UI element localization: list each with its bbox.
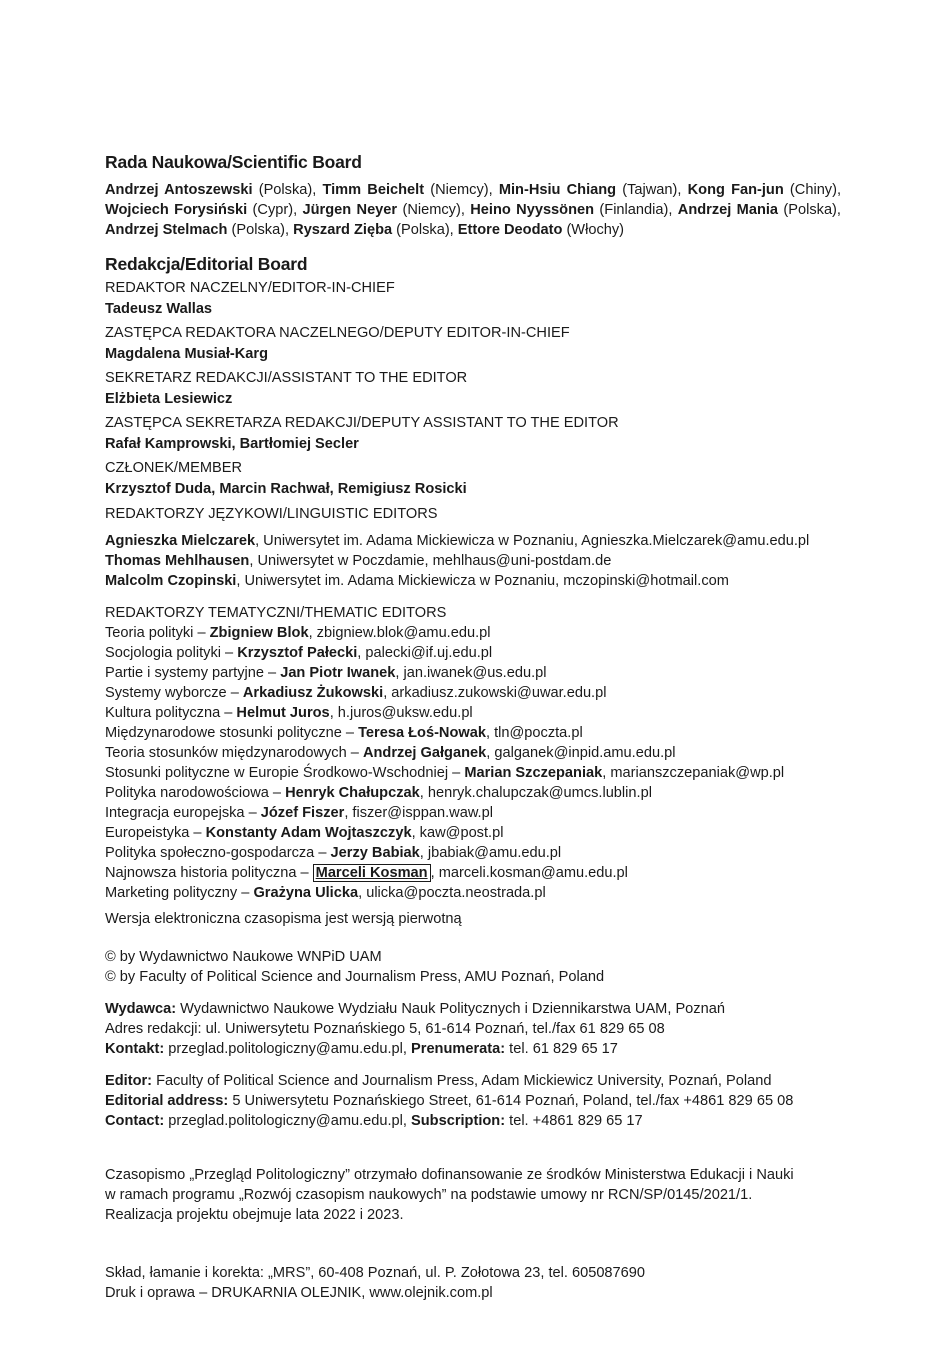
thematic-editor [105, 763, 841, 783]
editor-topic: Systemy wyborcze – [105, 685, 243, 701]
thematic-editor [105, 743, 841, 763]
publisher-value: Wydawnictwo Naukowe Wydziału Nauk Politycznych i Dziennikarstwa UAM, Poznań [176, 1001, 725, 1017]
editor-name: Helmut Juros [236, 705, 330, 721]
thematic-editor [105, 683, 841, 703]
editor-email: , jan.iwanek@us.edu.pl [395, 665, 547, 681]
board-member-name: Timm Beichelt [322, 182, 425, 198]
editor-name: Zbigniew Blok [209, 625, 309, 641]
linguistic-editor [105, 551, 841, 571]
copyright-line: © by Wydawnictwo Naukowe WNPiD UAM [105, 949, 382, 965]
scientific-board-title: Rada Naukowa/Scientific Board [105, 152, 362, 172]
editor-email: , palecki@if.uj.edu.pl [357, 645, 493, 661]
board-member-country: (Niemcy), [397, 202, 471, 218]
print-line: Skład, łamanie i korekta: „MRS”, 60-408 Poznań, ul. P. Zołotowa 23, tel. 605087690 [105, 1265, 646, 1281]
role-label: REDAKTOR NACZELNY/EDITOR-IN-CHIEF [105, 280, 395, 296]
board-member-name: Min-Hsiu Chiang [498, 182, 617, 198]
editor-name: Grażyna Ulicka [253, 885, 359, 901]
editor-topic: Teoria polityki – [105, 625, 210, 641]
editor-email: , kaw@post.pl [411, 825, 504, 841]
funding-line: Realizacja projektu obejmuje lata 2022 i 2023. [105, 1207, 404, 1223]
editor-topic: Międzynarodowe stosunki polityczne – [105, 725, 359, 741]
editor-topic: Partie i systemy partyjne – [105, 665, 281, 681]
role-label: ZASTĘPCA SEKRETARZA REDAKCJI/DEPUTY ASSISTANT TO THE EDITOR [105, 415, 619, 431]
editor-email: , h.juros@uksw.edu.pl [329, 705, 473, 721]
editor-name: Arkadiusz Żukowski [242, 685, 384, 701]
role-label: ZASTĘPCA REDAKTORA NACZELNEGO/DEPUTY EDITOR-IN-CHIEF [105, 325, 570, 341]
board-member-name: Andrzej Stelmach [105, 222, 228, 238]
editor-email: , galganek@inpid.amu.edu.pl [486, 745, 676, 761]
publisher-pl [105, 999, 841, 1019]
editor-topic: Marketing polityczny – [105, 885, 254, 901]
editor-email: , fiszer@isppan.waw.pl [344, 805, 493, 821]
editor-affiliation: , Uniwersytet im. Adama Mickiewicza w Poznaniu, mczopinski@hotmail.com [236, 573, 729, 589]
contact-label: Contact: [105, 1113, 165, 1129]
editor-name: Konstanty Adam Wojtaszczyk [205, 825, 412, 841]
role-label: CZŁONEK/MEMBER [105, 460, 243, 476]
scientific-board-members [105, 180, 841, 240]
board-member-name: Andrzej Antoszewski [105, 182, 253, 198]
publisher-en [105, 1071, 841, 1091]
contact-pl [105, 1039, 841, 1059]
thematic-editor [105, 883, 841, 903]
editor-email: , zbigniew.blok@amu.edu.pl [308, 625, 491, 641]
address-label: Editorial address: [105, 1093, 229, 1109]
editor-name: Jan Piotr Iwanek [280, 665, 396, 681]
thematic-editor [105, 643, 841, 663]
board-member-country: (Cypr), [247, 202, 303, 218]
editor-topic: Integracja europejska – [105, 805, 261, 821]
thematic-editor [105, 723, 841, 743]
board-member-country: (Tajwan), [616, 182, 688, 198]
thematic-editor [105, 843, 841, 863]
board-member-country: (Niemcy), [424, 182, 499, 198]
contact-label: Kontakt: [105, 1041, 165, 1057]
editor-value: Faculty of Political Science and Journalism Press, Adam Mickiewicz University, Poznań, Poland [152, 1073, 772, 1089]
editor-email: , henryk.chalupczak@umcs.lublin.pl [419, 785, 652, 801]
editor-name: Thomas Mehlhausen [105, 553, 250, 569]
editor-affiliation: , Uniwersytet im. Adama Mickiewicza w Poznaniu, Agnieszka.Mielczarek@amu.edu.pl [255, 533, 810, 549]
role-names: Elżbieta Lesiewicz [105, 391, 233, 407]
board-member-name: Heino Nyyssönen [470, 202, 595, 218]
board-member-country: (Chiny), [783, 182, 842, 198]
board-member-name: Jürgen Neyer [302, 202, 398, 218]
editor-topic: Kultura polityczna – [105, 705, 237, 721]
linguistic-editor [105, 531, 841, 551]
publisher-label: Wydawca: [105, 1001, 177, 1017]
editor-name-boxed: Marceli Kosman [313, 864, 431, 882]
editor-topic: Teoria stosunków międzynarodowych – [105, 745, 363, 761]
board-member-country: (Włochy) [562, 222, 625, 238]
board-member-country: (Polska), [778, 202, 841, 218]
editorial-board-title: Redakcja/Editorial Board [105, 254, 308, 274]
thematic-editor [105, 863, 841, 883]
role-names: Rafał Kamprowski, Bartłomiej Secler [105, 436, 359, 452]
board-member-country: (Polska), [252, 182, 323, 198]
editor-name: Teresa Łoś-Nowak [358, 725, 486, 741]
linguistic-editor [105, 571, 841, 591]
thematic-editors-label: REDAKTORZY TEMATYCZNI/THEMATIC EDITORS [105, 605, 447, 621]
editor-affiliation: , Uniwersytet w Poczdamie, mehlhaus@uni-postdam.de [249, 553, 612, 569]
thematic-editor [105, 783, 841, 803]
editor-topic: Stosunki polityczne w Europie Środkowo-Wschodniej – [105, 765, 465, 781]
editorial-address-en [105, 1091, 841, 1111]
editor-email: , jbabiak@amu.edu.pl [419, 845, 562, 861]
editor-topic: Najnowsza historia polityczna – [105, 865, 313, 881]
subscription-label: Prenumerata: [411, 1041, 506, 1057]
editor-name: Krzysztof Pałecki [237, 645, 358, 661]
editorial-address-pl: Adres redakcji: ul. Uniwersytetu Poznańskiego 5, 61-614 Poznań, tel./fax 61 829 65 08 [105, 1021, 665, 1037]
board-member-name: Andrzej Mania [677, 202, 779, 218]
board-member-country: (Finlandia), [594, 202, 678, 218]
board-member-country: (Polska), [227, 222, 294, 238]
board-member-name: Ettore Deodato [457, 222, 563, 238]
subscription-label: Subscription: [411, 1113, 506, 1129]
role-label: SEKRETARZ REDAKCJI/ASSISTANT TO THE EDITOR [105, 370, 468, 386]
role-names: Krzysztof Duda, Marcin Rachwał, Remigiusz Rosicki [105, 481, 467, 497]
print-line: Druk i oprawa – DRUKARNIA OLEJNIK, www.olejnik.com.pl [105, 1285, 493, 1301]
editor-email: , ulicka@poczta.neostrada.pl [358, 885, 546, 901]
electronic-version-note: Wersja elektroniczna czasopisma jest wersją pierwotną [105, 911, 462, 927]
role-names: Tadeusz Wallas [105, 301, 213, 317]
board-member-name: Ryszard Zięba [293, 222, 393, 238]
thematic-editor [105, 703, 841, 723]
colophon-page [105, 150, 841, 1303]
funding-line: w ramach programu „Rozwój czasopism naukowych” na podstawie umowy nr RCN/SP/0145/2021/1. [105, 1187, 753, 1203]
editor-name: Marian Szczepaniak [464, 765, 603, 781]
board-member-country: (Polska), [392, 222, 458, 238]
editor-label: Editor: [105, 1073, 153, 1089]
contact-value: przeglad.politologiczny@amu.edu.pl, [164, 1041, 412, 1057]
copyright-line: © by Faculty of Political Science and Journalism Press, AMU Poznań, Poland [105, 969, 605, 985]
editor-topic: Europeistyka – [105, 825, 206, 841]
editor-topic: Socjologia polityki – [105, 645, 238, 661]
contact-value: przeglad.politologiczny@amu.edu.pl, [164, 1113, 412, 1129]
linguistic-editors-label: REDAKTORZY JĘZYKOWI/LINGUISTIC EDITORS [105, 506, 438, 522]
editor-name: Józef Fiszer [260, 805, 345, 821]
subscription-value: tel. +4861 829 65 17 [505, 1113, 643, 1129]
thematic-editor [105, 623, 841, 643]
board-member-name: Kong Fan-jun [687, 182, 784, 198]
editor-name: Henryk Chałupczak [285, 785, 420, 801]
thematic-editor [105, 803, 841, 823]
editor-name: Andrzej Gałganek [362, 745, 487, 761]
address-value: 5 Uniwersytetu Poznańskiego Street, 61-614 Poznań, Poland, tel./fax +4861 829 65 08 [228, 1093, 794, 1109]
editor-email: , arkadiusz.zukowski@uwar.edu.pl [383, 685, 607, 701]
role-names: Magdalena Musiał-Karg [105, 346, 268, 362]
editor-name: Jerzy Babiak [330, 845, 420, 861]
editor-email: , marceli.kosman@amu.edu.pl [430, 865, 628, 881]
editor-topic: Polityka narodowościowa – [105, 785, 286, 801]
editor-email: , tln@poczta.pl [485, 725, 583, 741]
board-member-name: Wojciech Forysiński [105, 202, 248, 218]
editor-email: , marianszczepaniak@wp.pl [602, 765, 785, 781]
funding-line: Czasopismo „Przegląd Politologiczny” otrzymało dofinansowanie ze środków Ministerstwa Edukacji i Nauki [105, 1167, 794, 1183]
subscription-value: tel. 61 829 65 17 [505, 1041, 618, 1057]
contact-en [105, 1111, 841, 1131]
editor-topic: Polityka społeczno-gospodarcza – [105, 845, 331, 861]
editor-name: Malcolm Czopinski [105, 573, 237, 589]
thematic-editor [105, 663, 841, 683]
thematic-editor [105, 823, 841, 843]
editor-name: Agnieszka Mielczarek [105, 533, 256, 549]
